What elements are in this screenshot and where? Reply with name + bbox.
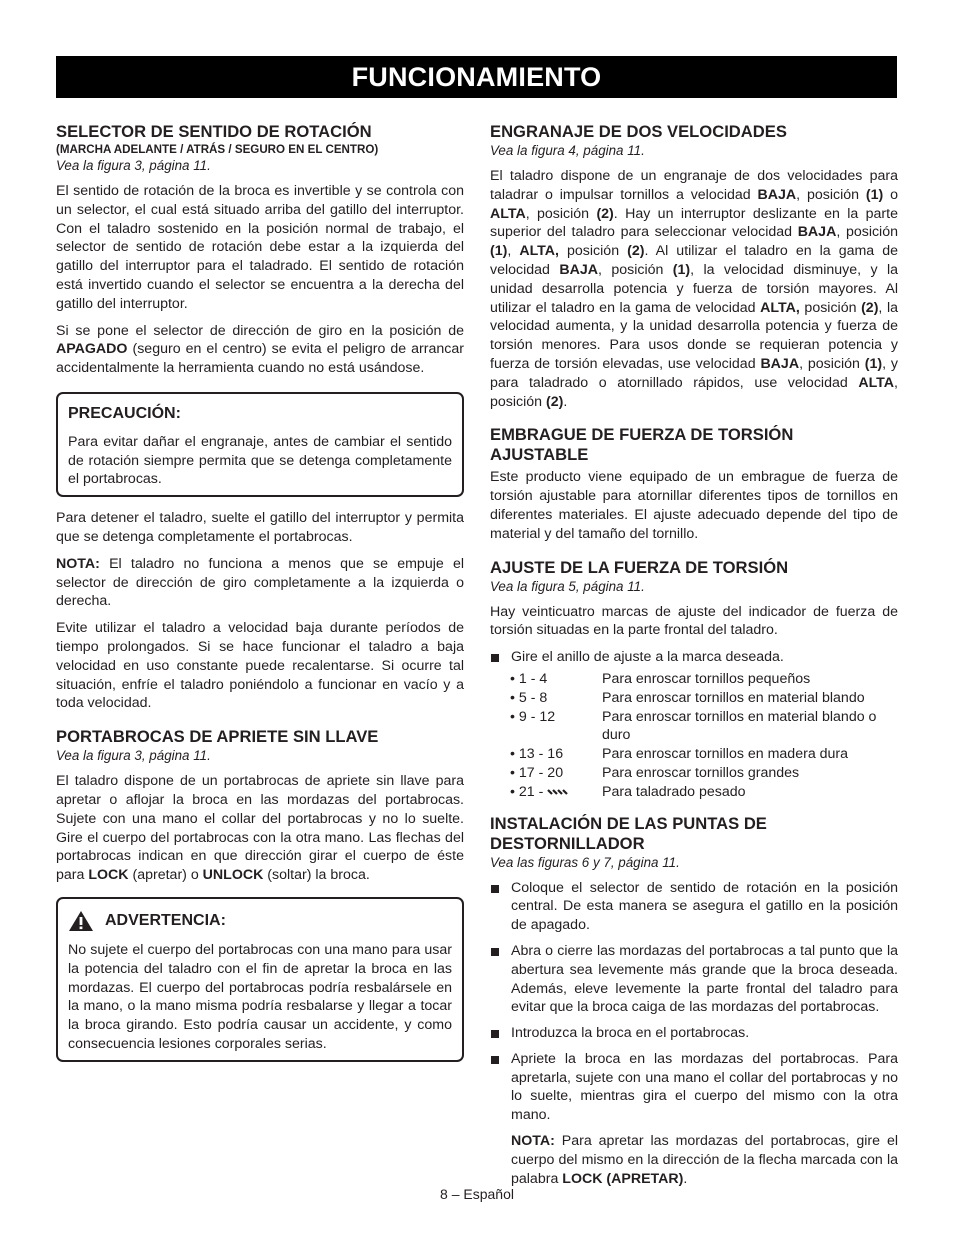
note-paragraph: NOTA: Para apretar las mordazas del portabrocas, gire el cuerpo del mismo en la dirección de la flecha marcada con la palabra LOCK (APRETAR).	[511, 1133, 898, 1187]
warning-box	[56, 897, 464, 1062]
torque-marks-table	[510, 670, 898, 802]
mark-range: • 17 - 20	[510, 764, 564, 781]
paragraph: Hay veinticuatro marcas de ajuste del indicador de fuerza de torsión situadas en la parte frontal del taladro.	[490, 603, 898, 639]
bullet-list	[490, 879, 898, 1126]
warning-title: ADVERTENCIA:	[105, 911, 226, 929]
section-title-clutch: EMBRAGUE DE FUERZA DE TORSIÓN AJUSTABLE	[490, 425, 794, 465]
figure-reference: Vea la figura 5, página 11.	[490, 578, 645, 594]
section-subtitle-rotation: (MARCHA ADELANTE / ATRÁS / SEGURO EN EL CENTRO)	[56, 143, 379, 156]
list-item: Coloque el selector de sentido de rotación en la posición central. De esta manera se asegura el gatillo en la posición de apagado.	[490, 879, 898, 935]
mark-description: Para enroscar tornillos grandes	[602, 764, 800, 781]
list-item: Apriete la broca en las mordazas del portabrocas. Para apretarla, sujete con una mano el collar del portabrocas y no lo suelte, mientras gira el cuerpo del mismo con la otra mano.	[490, 1050, 898, 1125]
caution-title: PRECAUCIÓN:	[68, 404, 181, 422]
table-row	[510, 783, 898, 802]
caution-text: Para evitar dañar el engranaje, antes de cambiar el sentido de rotación siempre permita que se detenga completamente el portabrocas.	[68, 433, 452, 488]
mark-description: Para enroscar tornillos en material blando o duro	[602, 708, 877, 744]
mark-range: • 9 - 12	[510, 708, 556, 725]
bullet-list	[490, 648, 898, 667]
table-row	[510, 708, 898, 746]
right-column	[490, 122, 898, 1188]
section-title-keyless-chuck: PORTABROCAS DE APRIETE SIN LLAVE	[56, 727, 379, 747]
paragraph: El sentido de rotación de la broca es invertible y se controla con un selector, el cual está situado arriba del gatillo del interruptor. Con el taladro sostenido en la posición normal de trabajo, el selector de sentido de rotación debe estar a la izquierda del gatillo del interruptor para el taladrado. El sentido de rotación está invertido cuando el selector se encuentra a la derecha del gatillo del interruptor.	[56, 183, 464, 312]
square-bullet-icon	[491, 1056, 499, 1064]
figure-reference: Vea la figura 4, página 11.	[490, 143, 645, 158]
warning-text: No sujete el cuerpo del portabrocas con una mano para usar la potencia del taladro con el fin de apretar la broca en las mordazas. El cuerpo del portabrocas podría resbalársele en la mano, o la mano misma podría resbalarse y llegar a tocar la broca girando. Esto podría causar un accidente, y como consecuencia lesiones corporales serias.	[68, 941, 452, 1052]
mark-description: Para enroscar tornillos en material blando	[602, 689, 865, 706]
paragraph: Para detener el taladro, suelte el gatillo del interruptor y permita que se detenga completamente el portabrocas.	[56, 510, 464, 545]
mark-range: • 5 - 8	[510, 689, 548, 706]
mark-description: Para taladrado pesado	[602, 783, 746, 800]
paragraph: Si se pone el selector de dirección de giro en la posición de APAGADO (seguro en el centro) se evita el peligro de arrancar accidentalmente la herramienta cuando no está usándose.	[56, 322, 464, 377]
square-bullet-icon	[491, 885, 499, 893]
square-bullet-icon	[491, 1030, 499, 1038]
mark-range: • 1 - 4	[510, 670, 548, 687]
paragraph: Este producto viene equipado de un embrague de fuerza de torsión ajustable para atornillar diferentes tipos de tornillos en diferentes materiales. El ajuste adecuado depende del tipo de material y del tamaño del tornillo.	[490, 469, 898, 542]
list-item: Abra o cierre las mordazas del portabrocas a tal punto que la abertura sea levemente más grande que la broca deseada. Además, eleve levemente la parte frontal del taladro para evitar que la broca caiga de las mordazas del portabrocas.	[490, 942, 898, 1017]
drill-bit-icon	[547, 787, 569, 797]
page-banner: FUNCIONAMIENTO	[56, 56, 897, 98]
table-row	[510, 764, 898, 783]
paragraph: El taladro dispone de un engranaje de dos velocidades para taladrar o impulsar tornillos a velocidad BAJA, posición (1) o ALTA, posición (2). Hay un interruptor deslizante en la parte superior del taladro para seleccionar velocidad BAJA, posición (1), ALTA, posición (2). Al utilizar el taladro en la gama de velocidad BAJA, posición (1), la velocidad disminuye, y la unidad desarrolla potencia y fuerza de torsión mayores. Al utilizar el taladro en la gama de velocidad ALTA, posición (2), la velocidad aumenta, y la unidad desarrolla potencia y fuerza de torsión menores. Para usos donde se requieran potencia y fuerza de torsión elevadas, use velocidad BAJA, posición (1), y para taladrado o atornillado rápidos, use velocidad ALTA, posición (2).	[490, 168, 899, 410]
figure-reference: Vea la figura 3, página 11.	[56, 158, 211, 173]
table-row	[510, 670, 898, 689]
warning-heading	[68, 910, 452, 932]
list-item: Gire el anillo de ajuste a la marca deseada.	[490, 648, 898, 667]
section-title-two-speed: ENGRANAJE DE DOS VELOCIDADES	[490, 122, 787, 141]
figure-reference: Vea las figuras 6 y 7, página 11.	[490, 854, 680, 870]
caution-box	[56, 392, 464, 497]
mark-range: • 21 -	[510, 783, 602, 802]
note-paragraph: NOTA: El taladro no funciona a menos que se empuje el selector de dirección de giro completamente a la izquierda o derecha.	[56, 555, 464, 610]
paragraph: Evite utilizar el taladro a velocidad baja durante períodos de tiempo prolongados. Si se hace funcionar el taladro a baja velocidad en uso constante puede recalentarse. Si ocurre tal situación, enfríe el taladro poniéndolo a funcionar en vacío y a toda velocidad.	[56, 620, 464, 712]
left-column	[56, 122, 464, 1074]
list-item: Introduzca la broca en el portabrocas.	[490, 1024, 898, 1043]
warning-triangle-icon	[68, 910, 94, 932]
paragraph: El taladro dispone de un portabrocas de apriete sin llave para apretar o aflojar la broca en las mordazas del portabrocas. Sujete con una mano el collar del portabrocas y no lo suelte. Gire el cuerpo del portabrocas con la otra mano. Las flechas del portabrocas indican en que dirección girar el cuerpo de éste para LOCK (apretar) o UNLOCK (soltar) la broca.	[56, 773, 464, 884]
table-row	[510, 745, 898, 764]
mark-description: Para enroscar tornillos pequeños	[602, 670, 811, 687]
section-title-rotation: SELECTOR DE SENTIDO DE ROTACIÓN	[56, 122, 372, 141]
square-bullet-icon	[491, 948, 499, 956]
figure-reference: Vea la figura 3, página 11.	[56, 748, 211, 764]
table-row	[510, 689, 898, 708]
mark-range: • 13 - 16	[510, 746, 564, 763]
section-title-torque-adjust: AJUSTE DE LA FUERZA DE TORSIÓN	[490, 557, 789, 577]
square-bullet-icon	[491, 654, 499, 662]
page-footer: 8 – Español	[440, 1186, 514, 1202]
mark-description: Para enroscar tornillos en madera dura	[602, 746, 849, 763]
section-title-bit-install: INSTALACIÓN DE LAS PUNTAS DE DESTORNILLADOR	[490, 813, 767, 853]
